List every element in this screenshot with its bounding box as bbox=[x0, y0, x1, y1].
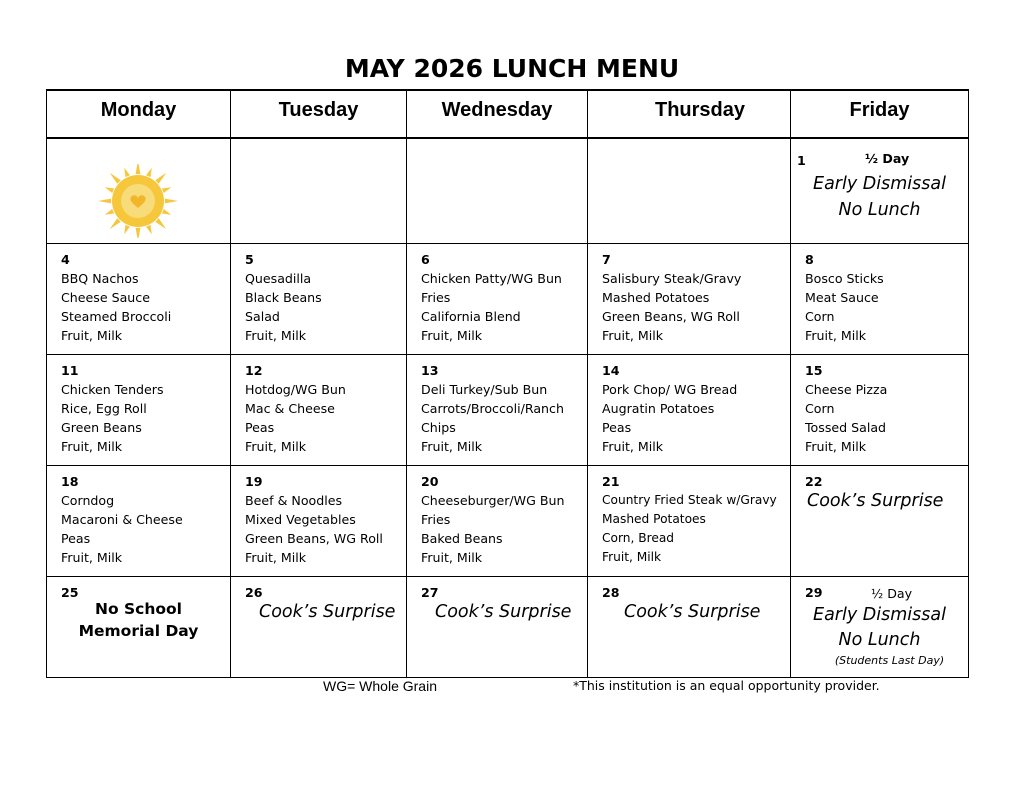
day-cell-7 bbox=[588, 244, 791, 355]
day-cell-27 bbox=[407, 577, 588, 678]
menu-item: Chips bbox=[421, 420, 456, 435]
sun-ray bbox=[162, 187, 171, 193]
day-number: 13 bbox=[421, 363, 439, 378]
footer-wg-note: WG= Whole Grain bbox=[323, 678, 437, 694]
sun-ray bbox=[110, 173, 121, 184]
week-row-3 bbox=[47, 355, 969, 466]
day-number: 27 bbox=[421, 585, 439, 600]
header-tuesday: Tuesday bbox=[231, 90, 407, 138]
cooks-surprise-text: Cook’s Surprise bbox=[435, 602, 572, 622]
day-cell-20 bbox=[407, 466, 588, 577]
menu-item: Meat Sauce bbox=[805, 290, 879, 305]
sun-ray bbox=[136, 228, 141, 238]
day-number: 5 bbox=[245, 252, 254, 267]
menu-item: Mashed Potatoes bbox=[602, 512, 706, 526]
menu-item: Country Fried Steak w/Gravy bbox=[602, 493, 777, 507]
menu-item: Cheese Sauce bbox=[61, 290, 150, 305]
day-cell-14 bbox=[588, 355, 791, 466]
day-number: 7 bbox=[602, 252, 611, 267]
day-cell-29 bbox=[791, 577, 969, 678]
menu-item: Bosco Sticks bbox=[805, 271, 884, 286]
header-friday: Friday bbox=[791, 90, 969, 138]
week-row-2 bbox=[47, 244, 969, 355]
page-title: MAY 2026 LUNCH MENU bbox=[344, 54, 680, 83]
header-monday: Monday bbox=[47, 90, 231, 138]
menu-item: Fruit, Milk bbox=[805, 328, 867, 343]
menu-item: California Blend bbox=[421, 309, 521, 324]
menu-item: Cheeseburger/WG Bun bbox=[421, 493, 565, 508]
day-cell-21 bbox=[588, 466, 791, 577]
menu-item: Salad bbox=[245, 309, 280, 324]
header-wednesday: Wednesday bbox=[407, 90, 588, 138]
sun-ray bbox=[105, 187, 114, 193]
day-number: 6 bbox=[421, 252, 430, 267]
day-number: 11 bbox=[61, 363, 79, 378]
menu-item: Corn, Bread bbox=[602, 531, 675, 545]
menu-item: Mixed Vegetables bbox=[245, 512, 356, 527]
menu-item: Fries bbox=[421, 290, 451, 305]
footer-equal-opportunity: *This institution is an equal opportunity provider. bbox=[573, 678, 880, 693]
students-last-day-note: (Students Last Day) bbox=[834, 654, 945, 667]
day-cell-empty bbox=[231, 138, 407, 244]
menu-item: Hotdog/WG Bun bbox=[245, 382, 346, 397]
menu-item: Fruit, Milk bbox=[61, 550, 123, 565]
menu-item: Green Beans, WG Roll bbox=[602, 309, 740, 324]
menu-item: Mashed Potatoes bbox=[602, 290, 710, 305]
menu-item: Fruit, Milk bbox=[245, 439, 307, 454]
day-number: 1 bbox=[797, 153, 806, 168]
day-cell-28 bbox=[588, 577, 791, 678]
menu-item: Corn bbox=[805, 401, 835, 416]
menu-item: Fruit, Milk bbox=[421, 439, 483, 454]
day-number: 14 bbox=[602, 363, 620, 378]
menu-item: Corndog bbox=[61, 493, 115, 508]
menu-item: Rice, Egg Roll bbox=[61, 401, 147, 416]
cooks-surprise-text: Cook’s Surprise bbox=[807, 491, 944, 511]
sun-ray bbox=[136, 164, 141, 174]
menu-item: Macaroni & Cheese bbox=[61, 512, 183, 527]
sun-ray bbox=[165, 199, 178, 204]
day-cell-4 bbox=[47, 244, 231, 355]
menu-item: Salisbury Steak/Gravy bbox=[602, 271, 742, 286]
sun-ray bbox=[146, 225, 152, 234]
day-cell-22 bbox=[791, 466, 969, 577]
menu-item: Fruit, Milk bbox=[421, 328, 483, 343]
menu-item: Chicken Tenders bbox=[61, 382, 164, 397]
day-number: 4 bbox=[61, 252, 70, 267]
menu-item: BBQ Nachos bbox=[61, 271, 139, 286]
memorial-day-text: Memorial Day bbox=[78, 622, 199, 640]
sun-ray bbox=[155, 218, 166, 229]
menu-item: Fruit, Milk bbox=[245, 328, 307, 343]
menu-item: Fruit, Milk bbox=[245, 550, 307, 565]
week-row-1 bbox=[47, 138, 969, 244]
menu-item: Fruit, Milk bbox=[61, 328, 123, 343]
half-day-label: ½ Day bbox=[871, 586, 913, 601]
menu-item: Chicken Patty/WG Bun bbox=[421, 271, 562, 286]
day-number: 8 bbox=[805, 252, 814, 267]
menu-item: Fruit, Milk bbox=[602, 328, 664, 343]
menu-item: Fruit, Milk bbox=[805, 439, 867, 454]
menu-item: Green Beans, WG Roll bbox=[245, 531, 383, 546]
half-day-label: ½ Day bbox=[865, 151, 910, 166]
day-number: 19 bbox=[245, 474, 263, 489]
day-cell-19 bbox=[231, 466, 407, 577]
early-dismissal-text: Early Dismissal bbox=[813, 605, 946, 625]
week-row-5 bbox=[47, 577, 969, 678]
sun-ray bbox=[155, 173, 166, 184]
sun-ray bbox=[162, 209, 171, 215]
day-cell-12 bbox=[231, 355, 407, 466]
day-number: 25 bbox=[61, 585, 79, 600]
day-number: 28 bbox=[602, 585, 620, 600]
sun-ray bbox=[98, 199, 111, 204]
sun-ray bbox=[124, 225, 130, 234]
day-cell-18 bbox=[47, 466, 231, 577]
cooks-surprise-text: Cook’s Surprise bbox=[259, 602, 396, 622]
no-school-text: No School bbox=[94, 600, 182, 618]
day-cell-15 bbox=[791, 355, 969, 466]
menu-item: Steamed Broccoli bbox=[61, 309, 172, 324]
menu-item: Deli Turkey/Sub Bun bbox=[421, 382, 548, 397]
day-cell-5 bbox=[231, 244, 407, 355]
day-number: 20 bbox=[421, 474, 439, 489]
day-number: 29 bbox=[805, 585, 823, 600]
day-number: 15 bbox=[805, 363, 823, 378]
day-cell-empty bbox=[407, 138, 588, 244]
sun-icon bbox=[96, 164, 180, 238]
cooks-surprise-text: Cook’s Surprise bbox=[624, 602, 761, 622]
menu-item: Peas bbox=[602, 420, 632, 435]
menu-calendar bbox=[46, 89, 969, 678]
sun-ray bbox=[124, 168, 130, 177]
menu-item: Carrots/Broccoli/Ranch bbox=[421, 401, 564, 416]
no-lunch-text: No Lunch bbox=[838, 200, 921, 220]
menu-item: Tossed Salad bbox=[805, 420, 887, 435]
early-dismissal-text: Early Dismissal bbox=[813, 174, 946, 194]
day-cell-1 bbox=[791, 138, 969, 244]
day-cell-6 bbox=[407, 244, 588, 355]
day-cell-26 bbox=[231, 577, 407, 678]
menu-item: Corn bbox=[805, 309, 835, 324]
menu-item: Cheese Pizza bbox=[805, 382, 888, 397]
menu-item: Mac & Cheese bbox=[245, 401, 335, 416]
menu-item: Baked Beans bbox=[421, 531, 503, 546]
menu-item: Peas bbox=[245, 420, 275, 435]
menu-item: Fruit, Milk bbox=[602, 439, 664, 454]
menu-item: Peas bbox=[61, 531, 91, 546]
sun-ray bbox=[110, 218, 121, 229]
menu-item: Augratin Potatoes bbox=[602, 401, 715, 416]
day-cell-11 bbox=[47, 355, 231, 466]
sun-ray bbox=[105, 209, 114, 215]
day-cell-8 bbox=[791, 244, 969, 355]
menu-item: Green Beans bbox=[61, 420, 142, 435]
menu-item: Black Beans bbox=[245, 290, 322, 305]
menu-item: Fries bbox=[421, 512, 451, 527]
day-number: 22 bbox=[805, 474, 823, 489]
week-row-4 bbox=[47, 466, 969, 577]
menu-item: Fruit, Milk bbox=[61, 439, 123, 454]
menu-item: Fruit, Milk bbox=[421, 550, 483, 565]
day-number: 12 bbox=[245, 363, 263, 378]
no-lunch-text: No Lunch bbox=[838, 630, 921, 650]
day-number: 18 bbox=[61, 474, 79, 489]
day-cell-25 bbox=[47, 577, 231, 678]
day-cell-empty bbox=[588, 138, 791, 244]
menu-item: Pork Chop/ WG Bread bbox=[602, 382, 738, 397]
day-header-row bbox=[47, 90, 969, 138]
menu-item: Beef & Noodles bbox=[245, 493, 343, 508]
header-thursday: Thursday bbox=[588, 90, 791, 138]
day-number: 21 bbox=[602, 474, 620, 489]
menu-item: Quesadilla bbox=[245, 271, 312, 286]
day-number: 26 bbox=[245, 585, 263, 600]
menu-item: Fruit, Milk bbox=[602, 550, 662, 564]
day-cell-13 bbox=[407, 355, 588, 466]
sun-ray bbox=[146, 168, 152, 177]
